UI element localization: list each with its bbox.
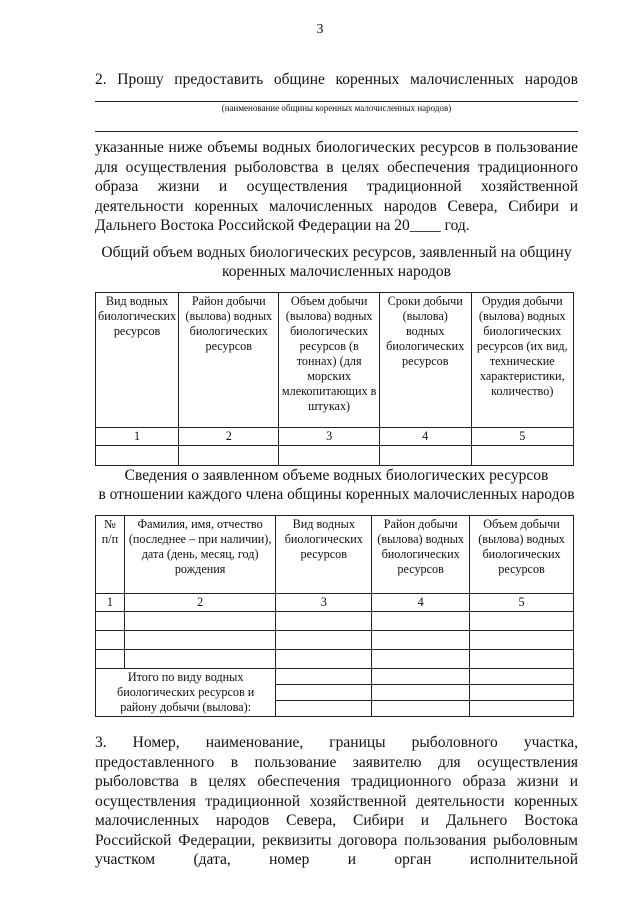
t2-col-number: 4 — [372, 594, 470, 612]
t1-header-volume: Объем добычи (вылова) водных биологических ресурсов (в тоннах) (для морских млекопитающих в штуках) — [279, 293, 380, 428]
t2-cell[interactable] — [96, 612, 125, 631]
t2-cell[interactable] — [372, 612, 470, 631]
t2-cell[interactable] — [372, 631, 470, 650]
t2-cell[interactable] — [372, 650, 470, 669]
t2-header-species: Вид водных биологических ресурсов — [276, 516, 372, 594]
t2-col-number: 2 — [124, 594, 275, 612]
t2-total-cell[interactable] — [372, 669, 470, 685]
member-volume-table — [95, 515, 574, 717]
t2-header-number: № п/п — [96, 516, 125, 594]
t1-header-species: Вид водных биологических ресурсов — [96, 293, 179, 428]
t2-total-cell[interactable] — [470, 701, 574, 717]
table1-title-line1: Общий объем водных биологических ресурсов, заявленный на общину — [101, 244, 572, 261]
t1-col-number: 4 — [379, 428, 471, 446]
t2-total-cell[interactable] — [372, 685, 470, 701]
t2-col-number: 1 — [96, 594, 125, 612]
t2-cell[interactable] — [96, 650, 125, 669]
table1-title-line2: коренных малочисленных народов — [222, 263, 451, 280]
t2-col-number: 3 — [276, 594, 372, 612]
t1-col-number: 3 — [279, 428, 380, 446]
t2-cell[interactable] — [276, 631, 372, 650]
section2-intro: 2. Прошу предоставить общине коренных малочисленных народов — [95, 71, 578, 88]
t2-cell[interactable] — [470, 650, 574, 669]
t1-cell[interactable] — [279, 446, 380, 466]
t2-total-cell[interactable] — [470, 669, 574, 685]
t1-col-number: 5 — [471, 428, 573, 446]
t1-header-dates: Сроки добычи (вылова) водных биологических ресурсов — [379, 293, 471, 428]
t2-total-cell[interactable] — [276, 669, 372, 685]
community-name-line-2[interactable] — [95, 131, 578, 132]
table2-title-line1: Сведения о заявленном объеме водных биологических ресурсов — [124, 467, 549, 484]
t2-total-label: Итого по виду водных биологических ресурсов и району добычи (вылова): — [96, 669, 276, 717]
t1-col-number: 1 — [96, 428, 179, 446]
table2-title-line2: в отношении каждого члена общины коренных малочисленных народов — [98, 486, 575, 503]
t2-total-cell[interactable] — [470, 685, 574, 701]
t2-cell[interactable] — [124, 631, 275, 650]
t2-col-number: 5 — [470, 594, 574, 612]
section2-text: указанные ниже объемы водных биологических ресурсов в пользование для осуществления рыболовства в целях обеспечения традиционного образа жизни и осуществления традиционной хозяйственной деятельности коренных малочисленных народов Севера, Сибири и Дальнего Востока Российской Федерации на 20____ год. — [95, 139, 578, 234]
t1-header-area: Район добычи (вылова) водных биологических ресурсов — [179, 293, 279, 428]
t2-total-cell[interactable] — [276, 701, 372, 717]
t2-header-fullname: Фамилия, имя, отчество (последнее – при наличии), дата (день, месяц, год) рождения — [124, 516, 275, 594]
t2-total-cell[interactable] — [372, 701, 470, 717]
page-number: 3 — [316, 22, 324, 37]
t1-cell[interactable] — [471, 446, 573, 466]
t2-cell[interactable] — [276, 612, 372, 631]
t1-cell[interactable] — [179, 446, 279, 466]
t2-header-area: Район добычи (вылова) водных биологических ресурсов — [372, 516, 470, 594]
t2-cell[interactable] — [124, 650, 275, 669]
section3-text: 3. Номер, наименование, границы рыболовного участка, предоставленного в пользование заявителю для осуществления рыболовства в целях обеспечения традиционного образа жизни и осуществления традиционной хозяйственной деятельности коренных малочисленных народов Севера, Сибири и Дальнего Востока Российской Федерации, реквизиты договора пользования рыболовным участком (дата, номер и орган исполнительной — [95, 734, 578, 868]
t2-cell[interactable] — [470, 631, 574, 650]
community-name-line[interactable] — [95, 101, 578, 102]
community-name-caption: (наименование общины коренных малочисленных народов) — [221, 103, 452, 113]
t1-cell[interactable] — [96, 446, 179, 466]
t2-cell[interactable] — [96, 631, 125, 650]
t1-col-number: 2 — [179, 428, 279, 446]
t2-total-cell[interactable] — [276, 685, 372, 701]
t2-cell[interactable] — [470, 612, 574, 631]
t2-cell[interactable] — [276, 650, 372, 669]
t1-header-gear: Орудия добычи (вылова) водных биологических ресурсов (их вид, технические характеристики, количество) — [471, 293, 573, 428]
t2-cell[interactable] — [124, 612, 275, 631]
t2-header-volume: Объем добычи (вылова) водных биологических ресурсов — [470, 516, 574, 594]
t1-cell[interactable] — [379, 446, 471, 466]
total-volume-table — [95, 292, 574, 466]
